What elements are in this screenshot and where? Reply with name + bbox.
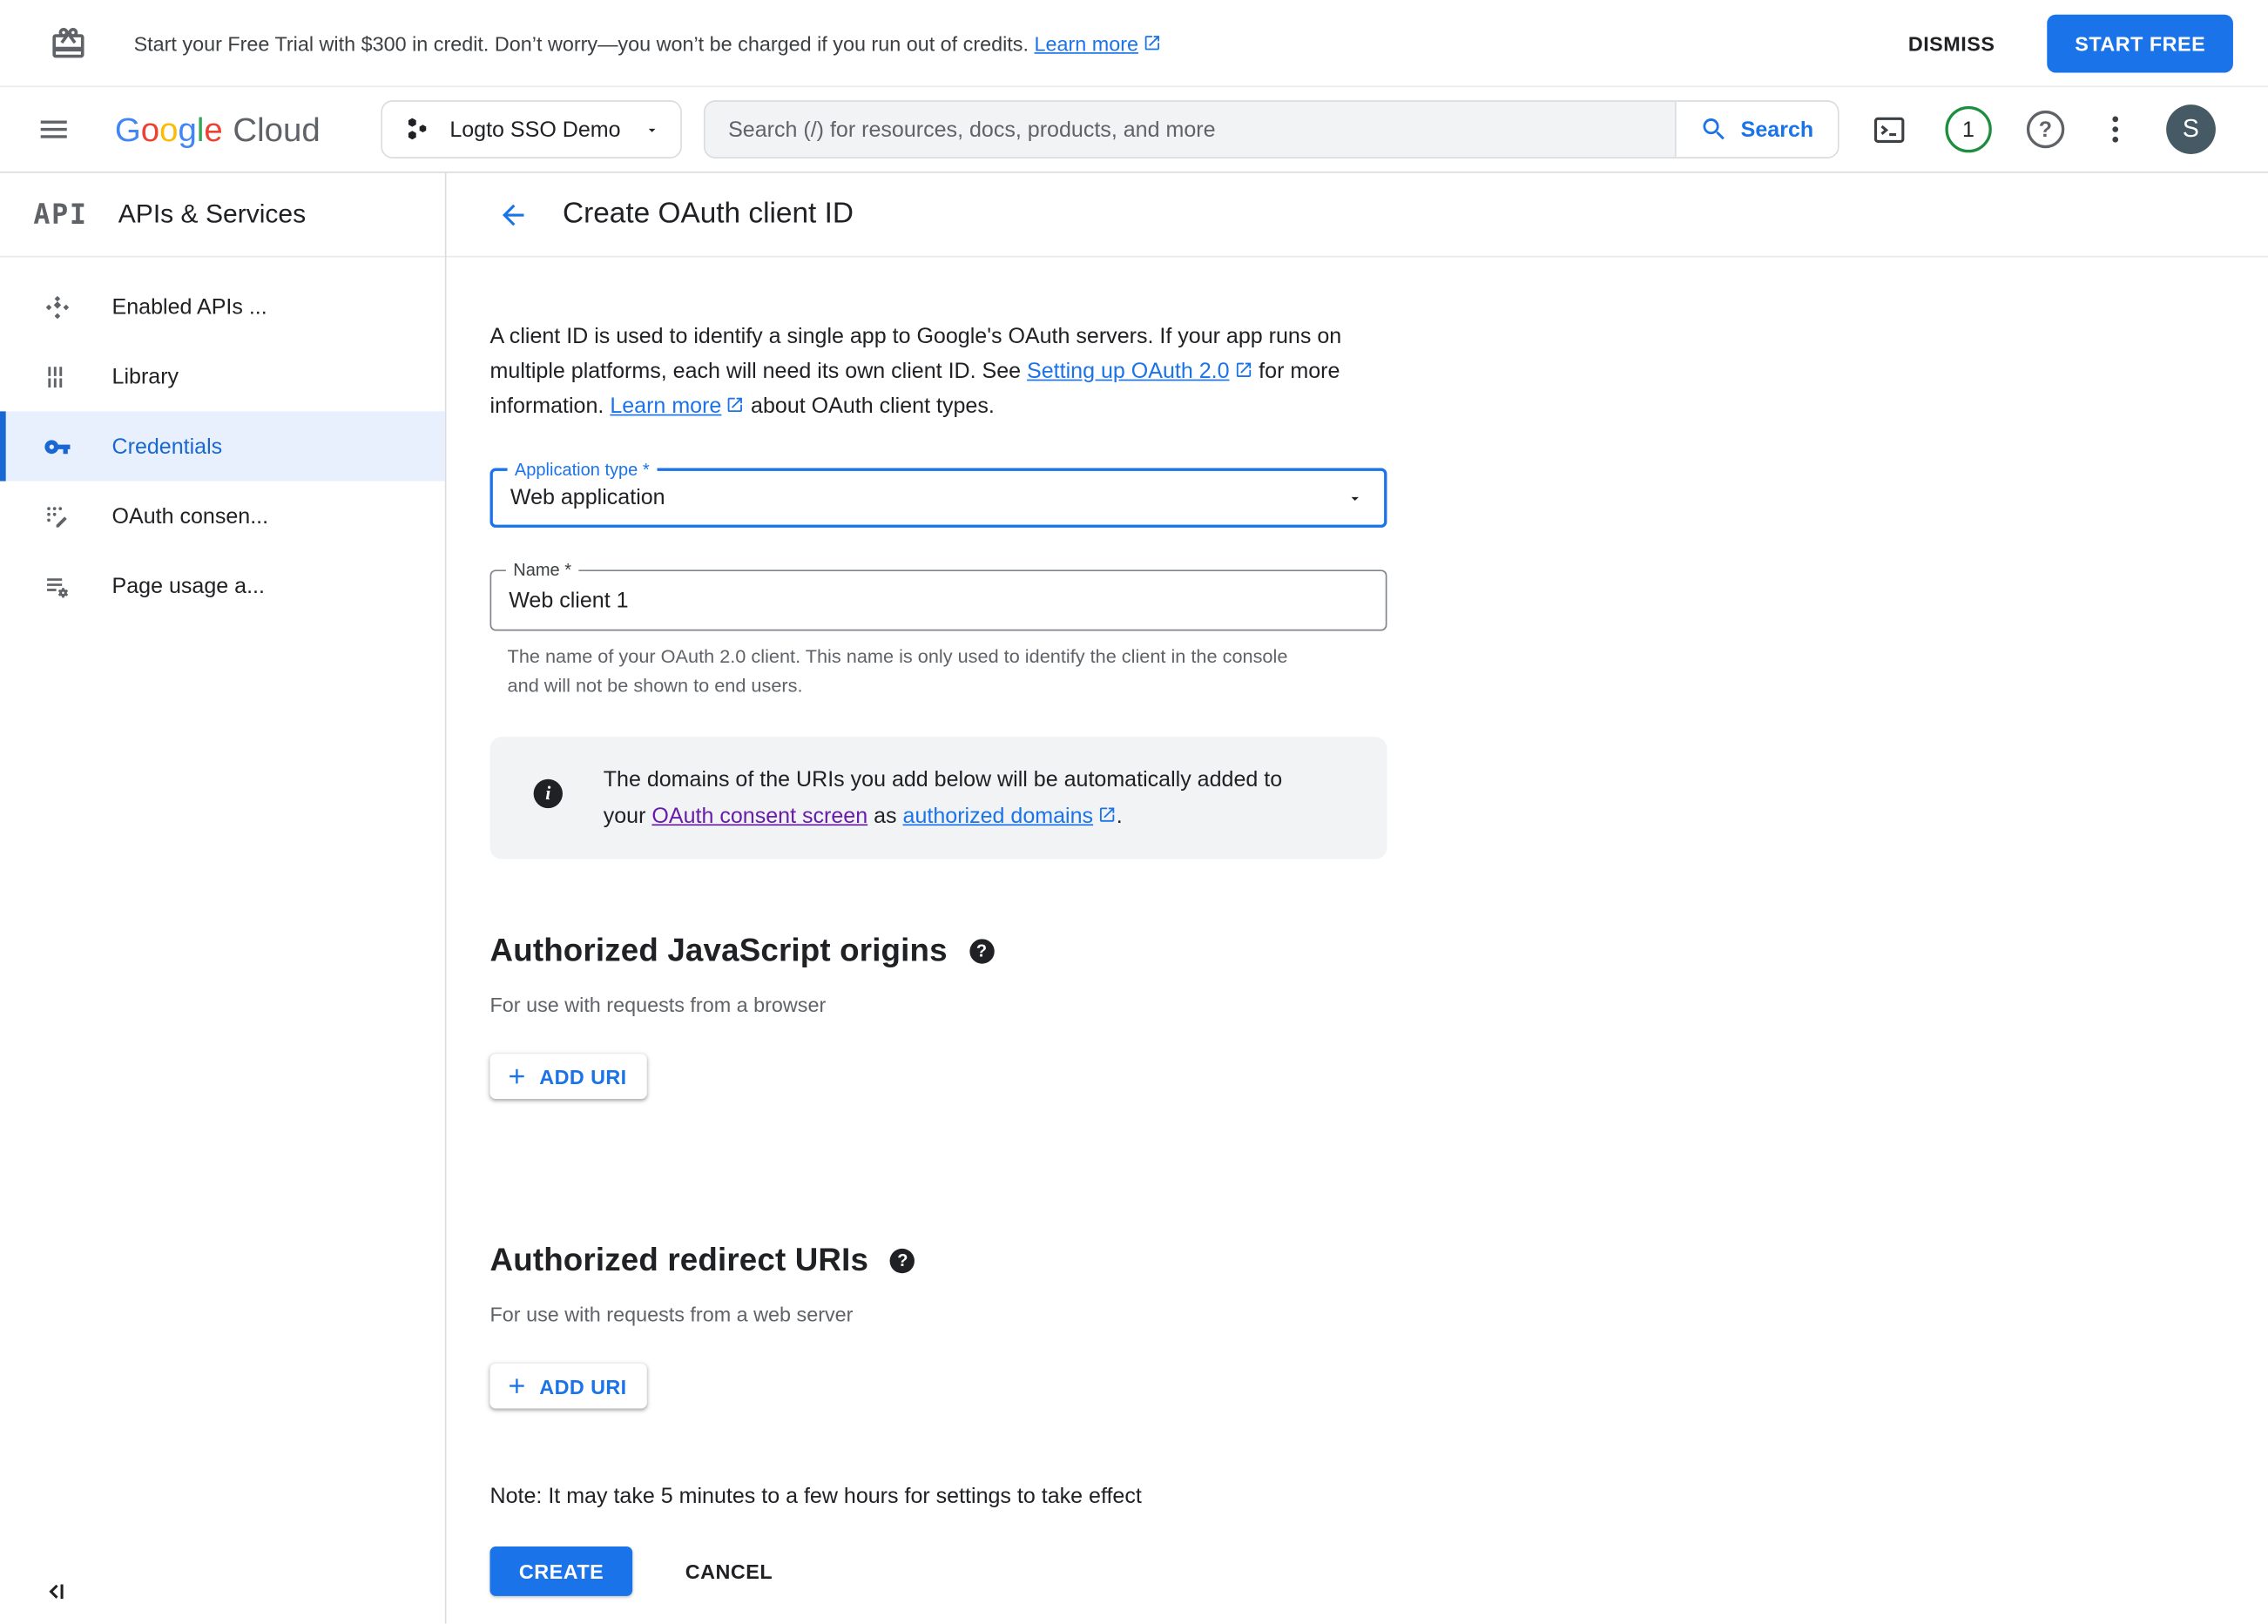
menu-icon[interactable] (37, 112, 71, 147)
search-input[interactable] (705, 102, 1674, 157)
free-trial-banner (0, 0, 2268, 87)
page-usage-icon (44, 572, 71, 600)
google-cloud-logo[interactable] (115, 110, 321, 149)
help-icon[interactable]: ? (2027, 111, 2064, 148)
external-link-icon (726, 395, 745, 414)
external-link-icon (1143, 33, 1162, 52)
redirect-uris-section-head (490, 1242, 2211, 1279)
sidebar-product-title: APIs & Services (118, 199, 307, 229)
external-link-icon (1234, 361, 1253, 380)
more-options-icon[interactable] (2102, 112, 2128, 147)
form-body (446, 257, 2268, 1624)
avatar[interactable]: S (2166, 104, 2216, 154)
sidebar-item-library[interactable]: Library (0, 341, 445, 411)
application-type-label: Application type * (508, 459, 657, 479)
chevron-down-icon (644, 121, 659, 137)
plus-icon (504, 1064, 529, 1088)
header-icons (1871, 104, 2216, 154)
sidebar (0, 173, 446, 1624)
authorized-domains-link[interactable]: authorized domains (902, 804, 1094, 829)
search-button[interactable]: Search (1675, 102, 1838, 157)
dismiss-button[interactable]: DISMISS (1896, 17, 2006, 69)
search-icon (1700, 115, 1729, 144)
sidebar-item-oauth-consent[interactable]: OAuth consen... (0, 482, 445, 551)
key-icon (44, 433, 71, 461)
application-type-select[interactable] (490, 459, 1387, 527)
gift-icon (50, 24, 87, 62)
project-icon (403, 114, 434, 145)
oauth-consent-icon (44, 502, 71, 530)
form-actions (490, 1547, 2211, 1624)
intro-paragraph: A client ID is used to identify a single app to Google's OAuth servers. If your app runs on multiple platforms, each will need its own client ID. See Setting up OAuth 2.0 for more information. Learn more about OAuth client types. (489, 324, 1342, 419)
create-button[interactable]: CREATE (490, 1547, 633, 1596)
application-type-value: Web application (510, 485, 665, 510)
js-origins-subtitle: For use with requests from a browser (489, 993, 827, 1016)
main-panel (446, 173, 2268, 1624)
enabled-apis-icon (44, 293, 71, 320)
client-name-label: Name * (506, 560, 578, 580)
info-box (490, 737, 1387, 859)
page-title: Create OAuth client ID (562, 198, 854, 230)
redirect-uris-subtitle: For use with requests from a web server (489, 1302, 854, 1326)
plus-icon (504, 1373, 529, 1398)
app-header (0, 87, 2268, 172)
external-link-icon (1097, 805, 1117, 825)
setting-up-oauth-link[interactable]: Setting up OAuth 2.0 (1027, 359, 1230, 384)
sidebar-item-enabled-apis[interactable]: Enabled APIs ... (0, 272, 445, 341)
notifications-badge[interactable]: 1 (1945, 106, 1991, 152)
cancel-button[interactable]: CANCEL (677, 1548, 781, 1594)
sidebar-item-page-usage[interactable]: Page usage a... (0, 551, 445, 621)
search-bar (704, 100, 1839, 158)
js-origins-section-head (490, 932, 2211, 969)
oauth-consent-screen-link[interactable]: OAuth consent screen (651, 804, 868, 829)
banner-text: Start your Free Trial with $300 in credit. Don’t worry—you won’t be charged if you run out of credits. Learn more (134, 31, 1162, 55)
library-icon (44, 362, 71, 390)
sidebar-item-credentials[interactable]: Credentials (0, 411, 445, 481)
info-text: The domains of the URIs you add below will be automatically added to your OAuth consent screen as authorized domains . (603, 767, 1283, 829)
sidebar-nav (0, 257, 445, 620)
js-origins-help-icon[interactable]: ? (969, 938, 994, 962)
logo-cloud-word: Cloud (233, 110, 321, 148)
client-name-input[interactable] (491, 588, 1386, 612)
js-origins-heading: Authorized JavaScript origins (489, 931, 948, 968)
logo-google-word: Google (114, 110, 223, 148)
add-uri-origins-button[interactable]: ADD URI (490, 1054, 647, 1099)
collapse-sidebar-icon[interactable] (41, 1577, 70, 1606)
sidebar-header (0, 173, 445, 258)
learn-more-link[interactable]: Learn more (610, 394, 722, 419)
add-uri-redirects-button[interactable]: ADD URI (490, 1364, 647, 1409)
content-row (0, 173, 2268, 1624)
project-selector[interactable] (381, 100, 682, 158)
redirect-uris-help-icon[interactable]: ? (890, 1248, 915, 1272)
start-free-button[interactable]: START FREE (2048, 14, 2233, 72)
back-arrow-icon[interactable] (497, 199, 530, 231)
cloud-shell-icon[interactable] (1871, 111, 1907, 148)
api-logo-glyph: API (33, 198, 88, 231)
client-name-helper: The name of your OAuth 2.0 client. This name is only used to identify the client in the console and will not be shown to end users. (507, 645, 1288, 696)
settings-note: Note: It may take 5 minutes to a few hours for settings to take effect (489, 1484, 1142, 1509)
project-name: Logto SSO Demo (449, 117, 621, 142)
info-icon: i (534, 779, 563, 808)
banner-learn-more-link[interactable]: Learn more (1034, 30, 1138, 55)
dropdown-caret-icon (1347, 489, 1364, 507)
page-titlebar (446, 173, 2268, 258)
redirect-uris-heading: Authorized redirect URIs (489, 1241, 869, 1278)
client-name-field (490, 559, 1387, 630)
